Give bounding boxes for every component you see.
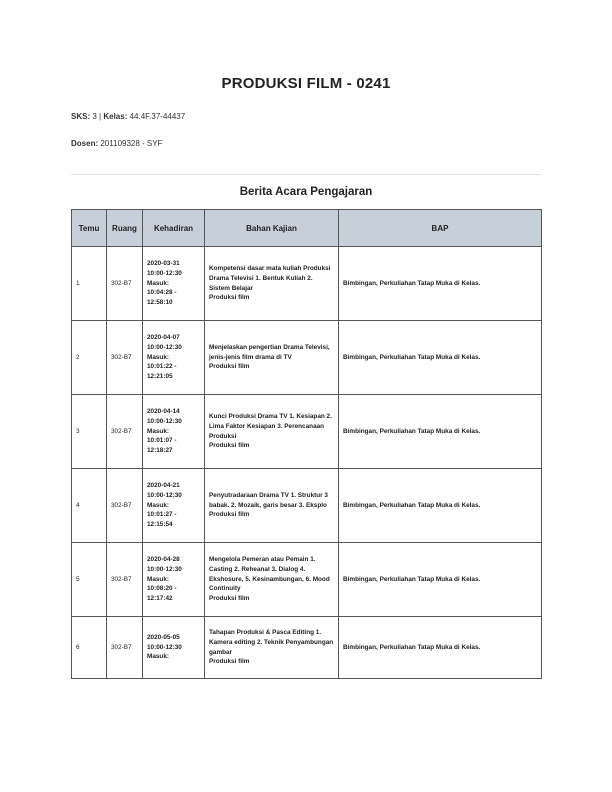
cell-ruang: 302-B7 — [107, 395, 143, 469]
bahan-kajian-subject: Produksi film — [209, 595, 250, 603]
section-title: Berita Acara Pengajaran — [239, 186, 373, 198]
kehadiran-line: 12:58:10 — [147, 299, 173, 307]
cell-kehadiran — [143, 395, 205, 469]
sks-value: 3 — [92, 112, 97, 121]
cell-ruang: 302-B7 — [107, 247, 143, 321]
cell-temu: 6 — [72, 617, 107, 679]
column-header-ruang: Ruang — [107, 210, 143, 247]
bahan-kajian-text: Kunci Produksi Drama TV 1. Kesiapan 2. Lima Faktor Kesiapan 3. Perencanaan Produksi — [209, 412, 332, 440]
kehadiran-line: 12:18:27 — [147, 447, 173, 455]
cell-bahan-kajian — [205, 395, 339, 469]
sks-label: SKS: — [71, 112, 91, 121]
cell-bahan-kajian — [205, 543, 339, 617]
page-title: PRODUKSI FILM - 0241 — [221, 75, 391, 92]
cell-kehadiran — [143, 543, 205, 617]
kehadiran-line: 10:00-12:30 — [147, 343, 182, 351]
cell-bap: Bimbingan, Perkuliahan Tatap Muka di Kelas. — [339, 617, 542, 679]
cell-temu: 2 — [72, 321, 107, 395]
cell-bap: Bimbingan, Perkuliahan Tatap Muka di Kelas. — [339, 247, 542, 321]
kehadiran-line: 10:00-12:30 — [147, 417, 182, 425]
cell-bahan-kajian — [205, 469, 339, 543]
cell-ruang: 302-B7 — [107, 617, 143, 679]
kehadiran-line: 2020-05-05 — [147, 633, 180, 641]
kehadiran-line: 10:04:28 - — [147, 289, 177, 297]
bahan-kajian-text: Tahapan Produksi & Pasca Editing 1. Kamera editing 2. Teknik Penyambungan gambar — [209, 628, 334, 656]
kehadiran-line: 2020-04-14 — [147, 407, 180, 415]
cell-bahan-kajian — [205, 617, 339, 679]
cell-kehadiran — [143, 247, 205, 321]
bahan-kajian-subject: Produksi film — [209, 294, 250, 302]
kehadiran-line: 10:00-12:30 — [147, 269, 182, 277]
bap-table — [71, 209, 542, 679]
kehadiran-line: 10:00-12:30 — [147, 491, 182, 499]
column-header-kehadiran: Kehadiran — [143, 210, 205, 247]
kehadiran-line: 10:01:22 - — [147, 363, 177, 371]
kehadiran-line: 2020-04-07 — [147, 333, 180, 341]
cell-bahan-kajian — [205, 321, 339, 395]
column-header-temu: Temu — [72, 210, 107, 247]
cell-kehadiran — [143, 321, 205, 395]
cell-kehadiran — [143, 469, 205, 543]
section-divider — [71, 174, 541, 175]
lecturer-meta — [71, 139, 162, 148]
table-row — [72, 247, 542, 321]
cell-bap: Bimbingan, Perkuliahan Tatap Muka di Kelas. — [339, 321, 542, 395]
cell-kehadiran — [143, 617, 205, 679]
kehadiran-line: 2020-04-21 — [147, 481, 180, 489]
kehadiran-line: Masuk: — [147, 501, 170, 509]
kehadiran-line: Masuk: — [147, 353, 170, 361]
kehadiran-line: 10:00-12:30 — [147, 565, 182, 573]
table-row — [72, 469, 542, 543]
kehadiran-line: Masuk: — [147, 279, 170, 287]
kehadiran-line: 10:01:27 - — [147, 511, 177, 519]
dosen-value: 201109328 - SYF — [100, 139, 163, 148]
bahan-kajian-subject: Produksi film — [209, 658, 250, 666]
kehadiran-line: Masuk: — [147, 653, 170, 661]
bahan-kajian-text: Kompetensi dasar mata kuliah Produksi Drama Televisi 1. Bentuk Kuliah 2. Sistem Belajar — [209, 264, 331, 292]
cell-bap: Bimbingan, Perkuliahan Tatap Muka di Kelas. — [339, 395, 542, 469]
bahan-kajian-text: Penyutradaraan Drama TV 1. Struktur 3 babak. 2. Mozaik, garis besar 3. Eksplo — [209, 491, 328, 509]
table-row — [72, 617, 542, 679]
kehadiran-line: 10:00-12:30 — [147, 643, 182, 651]
kehadiran-line: 12:15:54 — [147, 521, 173, 529]
cell-ruang: 302-B7 — [107, 469, 143, 543]
table-body — [72, 247, 542, 679]
column-header-bap: BAP — [339, 210, 542, 247]
bahan-kajian-subject: Produksi film — [209, 442, 250, 450]
kelas-value: 44.4F.37-44437 — [129, 112, 186, 121]
cell-ruang: 302-B7 — [107, 543, 143, 617]
dosen-label: Dosen: — [71, 139, 99, 148]
bahan-kajian-subject: Produksi film — [209, 511, 250, 519]
cell-ruang: 302-B7 — [107, 321, 143, 395]
meta-separator: | — [96, 112, 104, 121]
cell-temu: 4 — [72, 469, 107, 543]
kehadiran-line: Masuk: — [147, 427, 170, 435]
cell-bahan-kajian — [205, 247, 339, 321]
course-meta — [71, 112, 185, 121]
kehadiran-line: 12:17:42 — [147, 595, 173, 603]
cell-temu: 5 — [72, 543, 107, 617]
table-header-row — [72, 210, 542, 247]
column-header-bahan-kajian: Bahan Kajian — [205, 210, 339, 247]
cell-temu: 1 — [72, 247, 107, 321]
table-row — [72, 321, 542, 395]
cell-bap: Bimbingan, Perkuliahan Tatap Muka di Kelas. — [339, 469, 542, 543]
bahan-kajian-text: Menjelaskan pengertian Drama Televisi, jenis-jenis film drama di TV — [209, 343, 330, 361]
table-row — [72, 395, 542, 469]
bahan-kajian-subject: Produksi film — [209, 363, 250, 371]
kehadiran-line: 2020-03-31 — [147, 259, 180, 267]
cell-temu: 3 — [72, 395, 107, 469]
kehadiran-line: 2020-04-28 — [147, 555, 180, 563]
kehadiran-line: 12:21:05 — [147, 373, 173, 381]
cell-bap: Bimbingan, Perkuliahan Tatap Muka di Kelas. — [339, 543, 542, 617]
kelas-label: Kelas: — [103, 112, 128, 121]
kehadiran-line: Masuk: — [147, 575, 170, 583]
kehadiran-line: 10:08:20 - — [147, 585, 177, 593]
bahan-kajian-text: Mengelola Pemeran atau Pemain 1. Casting 2. Reheanal 3. Dialog 4. Ekshosure, 5. Kesinambungan, 6. Mood Continuity — [209, 555, 330, 593]
table-row — [72, 543, 542, 617]
kehadiran-line: 10:01:07 - — [147, 437, 177, 445]
